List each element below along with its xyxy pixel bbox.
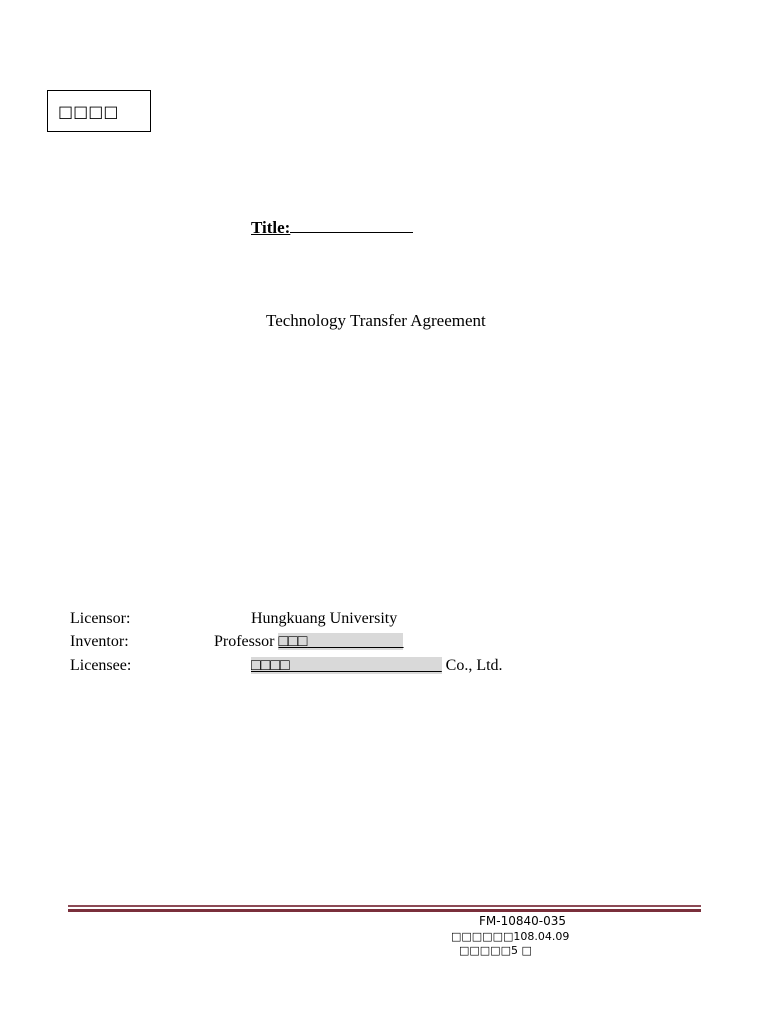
title-label: Title:: [251, 218, 291, 237]
inventor-prefix: Professor: [214, 633, 279, 650]
licensor-value: Hungkuang University: [251, 610, 398, 627]
title-blank: [290, 218, 413, 233]
inventor-value: [214, 633, 403, 651]
retention-period: □□□□□5 □: [459, 944, 532, 957]
document-tag-box: [47, 90, 151, 132]
footer-rule-bottom: [68, 909, 701, 912]
licensee-value: [251, 657, 503, 675]
licensee-label: Licensee:: [70, 657, 132, 674]
licensee-blank: ___________________: [289, 657, 442, 674]
licensor-label: Licensor:: [70, 610, 131, 627]
title-line: [251, 218, 413, 238]
licensee-suffix: Co., Ltd.: [441, 657, 503, 674]
agreement-name: Technology Transfer Agreement: [266, 311, 486, 330]
document-tag-text: □□□□: [58, 101, 119, 121]
inventor-name: □□□: [278, 633, 308, 650]
inventor-name-field[interactable]: [278, 633, 403, 650]
form-code: FM-10840-035: [479, 914, 566, 928]
footer-rule-top: [68, 905, 701, 907]
inventor-label: Inventor:: [70, 633, 129, 650]
inventor-blank: ____________: [307, 633, 404, 650]
licensee-name: □□□□: [251, 657, 290, 674]
licensee-name-field[interactable]: [251, 657, 442, 674]
revision-date: □□□□□□108.04.09: [451, 930, 570, 943]
